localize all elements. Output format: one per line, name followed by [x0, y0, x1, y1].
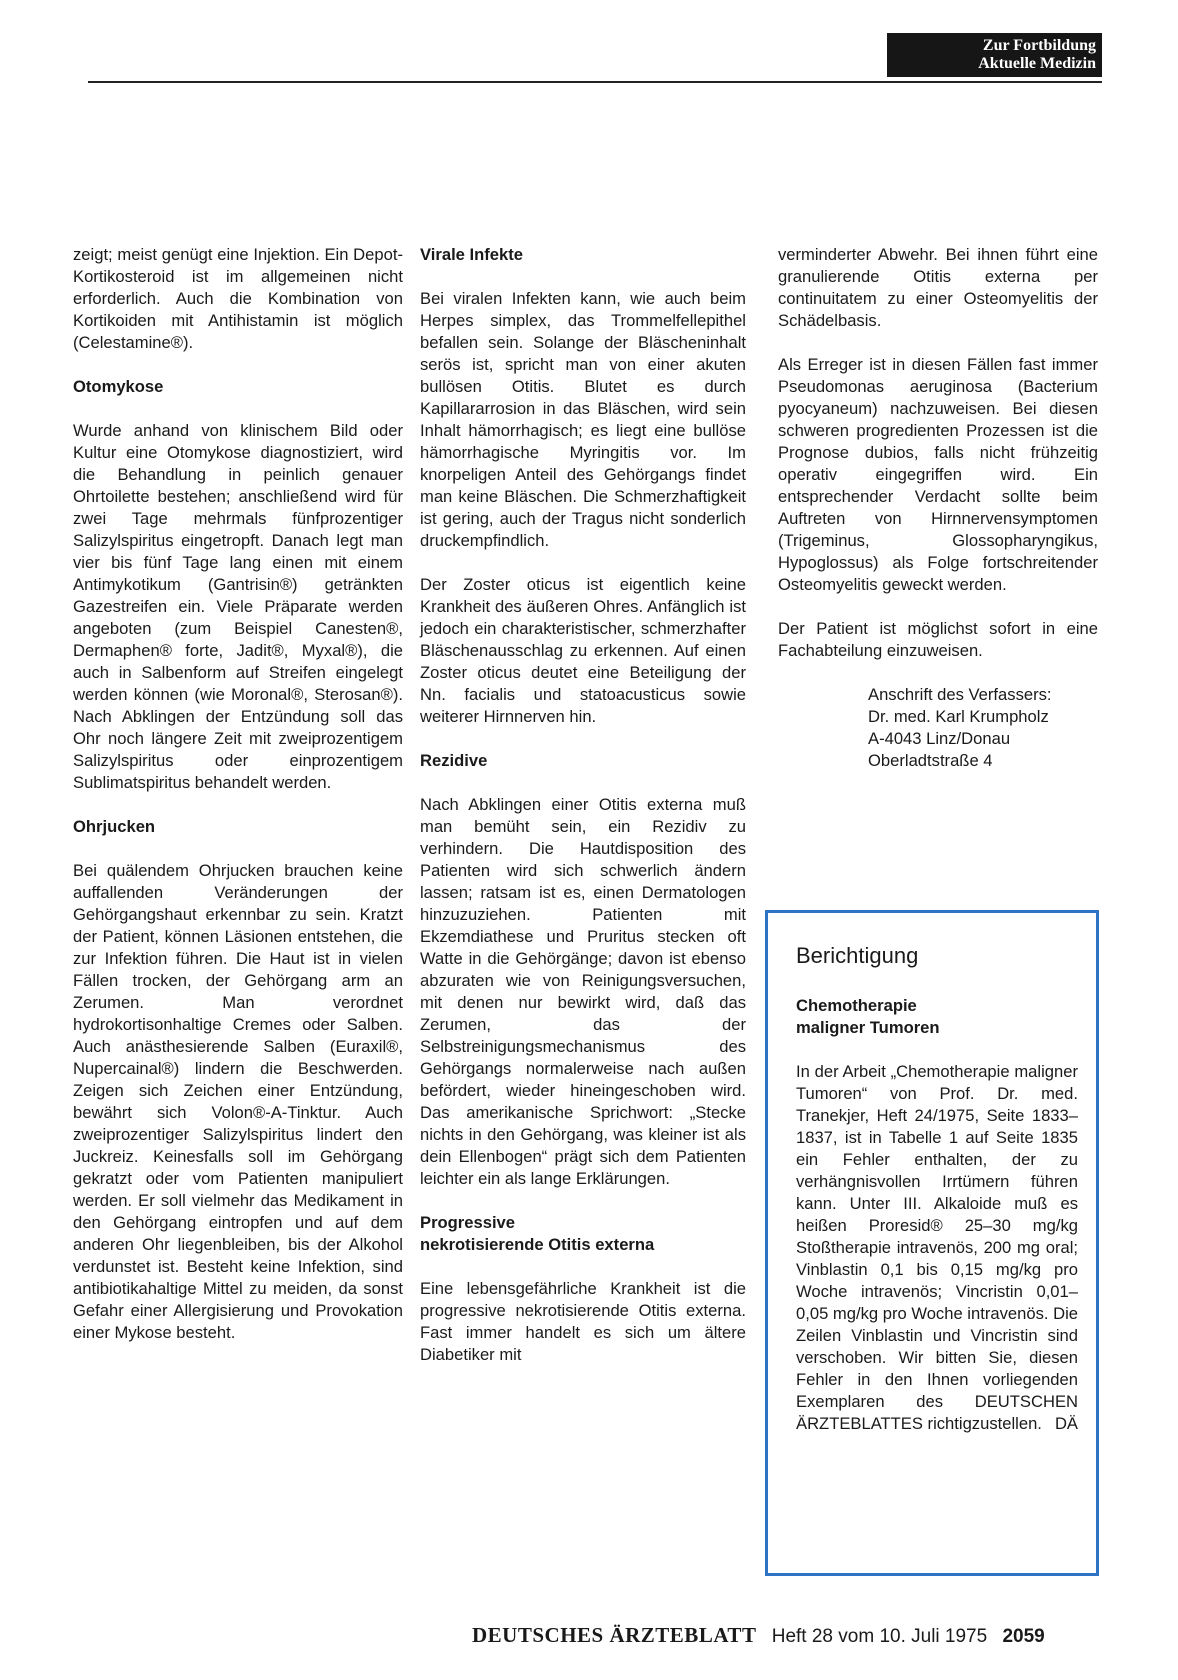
progressive-heading [420, 1212, 746, 1256]
abwehr-paragraph: verminderter Abwehr. Bei ihnen führt eine granulierende Otitis externa per continuitatem zu einer Osteomyelitis der Schädelbasis. [778, 245, 1098, 330]
ohrjucken-heading: Ohrjucken [73, 817, 156, 836]
berichtigung-text [796, 1061, 1078, 1435]
page-footer [472, 1620, 1102, 1650]
address-line-2: Dr. med. Karl Krumpholz [868, 707, 1049, 726]
section-badge [887, 33, 1102, 77]
otomykose-paragraph: Wurde anhand von klinischem Bild oder Kultur eine Otomykose diagnostiziert, wird die Behandlung in peinlich genauer Ohrtoilette bestehen; anschließend wird für zwei Tage mehrmals fünfprozentiger Salizylspiritus eingetropft. Danach legt man vier bis fünf Tage lang einen mit einem Antimykotikum (Gantrisin®) getränkten Gazestreifen ein. Viele Präparate werden angeboten (zum Beispiel Canesten®, Dermaphen® forte, Jadit®, Myxal®), die auch in Salbenform auf Streifen eingelegt werden können (wie Moronal®, Sterosan®). Nach Abklingen der Entzündung soll das Ohr noch längere Zeit mit zweiprozentigem Salizylspiritus oder einprozentigem Sublimatspiritus behandelt werden. [73, 421, 403, 792]
progressive-heading-line-2: nekrotisierende Otitis externa [420, 1235, 655, 1254]
column-3 [778, 244, 1098, 772]
otomykose-heading: Otomykose [73, 377, 164, 396]
berichtigung-title: Berichtigung [796, 943, 919, 968]
virale-paragraph: Bei viralen Infekten kann, wie auch beim Herpes simplex, das Trommelfellepithel befallen sein. Solange der Bläscheninhalt serös ist, spricht man von einer akuten bullösen Otitis. Blutet es durch Kapillararrosion in das Bläschen, wird sein Inhalt hämorrhagisch; es liegt eine bullöse hämorrhagische Myringitis vor. Im knorpeligen Anteil des Gehörgangs findet man keine Bläschen. Die Schmerzhaftigkeit ist gering, auch der Tragus nicht sonderlich druckempfindlich. [420, 289, 746, 550]
header-rule [88, 81, 1102, 83]
berichtigung-subtitle [796, 995, 1078, 1039]
page-number: 2059 [1002, 1626, 1045, 1647]
address-line-1: Anschrift des Verfassers: [868, 685, 1052, 704]
berichtigung-subtitle-line-1: Chemotherapie [796, 996, 917, 1015]
progressive-paragraph: Eine lebensgefährliche Krankheit ist die progressive nekrotisierende Otitis externa. Fast immer handelt es sich um ältere Diabetiker mit [420, 1279, 746, 1364]
berichtigung-box [765, 910, 1099, 1576]
virale-heading: Virale Infekte [420, 245, 523, 264]
berichtigung-signature: DÄ [1054, 1414, 1078, 1433]
erreger-paragraph: Als Erreger ist in diesen Fällen fast immer Pseudomonas aeruginosa (Bacterium pyocyaneum) nachzuweisen. Bei diesen schweren progredienten Prozessen ist die Prognose dubios, falls nicht frühzeitig operativ eingegriffen wird. Ein entsprechender Verdacht sollte beim Auftreten von Hirnnervensymptomen (Trigeminus, Glossopharyngikus, Hypoglossus) als Folge fortschreitender Osteomyelitis geweckt werden. [778, 355, 1098, 594]
intro-paragraph: zeigt; meist genügt eine Injektion. Ein Depot-Kortikosteroid ist im allgemeinen nicht erforderlich. Auch die Kombination von Kortikoiden mit Antihistamin ist möglich (Celestamine®). [73, 245, 403, 352]
column-1 [73, 244, 403, 1366]
fachabteilung-paragraph: Der Patient ist möglichst sofort in eine Fachabteilung einzuweisen. [778, 619, 1098, 660]
rezidive-heading: Rezidive [420, 751, 488, 770]
rezidive-paragraph: Nach Abklingen einer Otitis externa muß man bemüht sein, ein Rezidiv zu verhindern. Die Hautdisposition des Patienten wird sich schwerlich ändern lassen; ratsam ist es, einen Dermatologen hinzuzuziehen. Patienten mit Ekzemdiathese und Pruritus stecken oft Watte in die Gehörgänge; davon ist ebenso abzuraten wie von Reinigungsversuchen, mit denen nur bewirkt wird, daß das Zerumen, das der Selbstreinigungsmechanismus des Gehörgangs normalerweise nach außen befördert, wieder hineingeschoben wird. Das amerikanische Sprichwort: „Stecke nichts in den Gehörgang, was kleiner ist als dein Ellenbogen“ prägt sich dem Patienten leichter ein als lange Erklärungen. [420, 795, 746, 1188]
badge-line-1: Zur Fortbildung [982, 37, 1096, 54]
column-2 [420, 244, 746, 1388]
ohrjucken-paragraph: Bei quälendem Ohrjucken brauchen keine auffallenden Veränderungen der Gehörgangshaut erkennbar zu sein. Kratzt der Patient, können Läsionen entstehen, die zur Infektion führen. Die Haut ist in vielen Fällen trocken, der Gehörgang arm an Zerumen. Man verordnet hydrokortisonhaltige Cremes oder Salben. Auch anästhesierende Salben (Euraxil®, Nupercainal®) lindern die Beschwerden. Zeigen sich Zeichen einer Entzündung, bewährt sich Volon®-A-Tinktur. Auch zweiprozentiger Salizylspiritus lindert den Juckreiz. Keinesfalls soll im Gehörgang gekratzt oder vom Patienten manipuliert werden. Er soll vielmehr das Medikament in den Gehörgang eintropfen und auf dem anderen Ohr liegenbleiben, bis der Alkohol verdunstet ist. Besteht keine Infektion, sind antibiotikahaltige Mittel zu meiden, da sonst Gefahr einer Allergisierung und Provokation einer Mykose besteht. [73, 861, 403, 1342]
badge-line-2: Aktuelle Medizin [978, 55, 1096, 72]
berichtigung-body: In der Arbeit „Chemotherapie maligner Tumoren“ von Prof. Dr. med. Tranekjer, Heft 24/1975, Seite 1833–1837, ist in Tabelle 1 auf Seite 1835 ein Fehler enthalten, der zu verhängnisvollen Irrtümern führen kann. Unter III. Alkaloide muß es heißen Proresid® 25–30 mg/kg Stoßtherapie intravenös, 200 mg oral; Vinblastin 0,1 bis 0,15 mg/kg pro Woche intravenös; Vincristin 0,01–0,05 mg/kg pro Woche intravenös. Die Zeilen Vinblastin und Vincristin sind verschoben. Wir bitten Sie, diesen Fehler in den Ihnen vorliegenden Exemplaren des DEUTSCHEN ÄRZTEBLATTES richtigzustellen. [796, 1062, 1078, 1433]
issue-info: Heft 28 vom 10. Juli 1975 [771, 1626, 988, 1647]
author-address [868, 684, 1098, 772]
progressive-heading-line-1: Progressive [420, 1213, 516, 1232]
journal-name: DEUTSCHES ÄRZTEBLATT [472, 1623, 757, 1647]
address-line-3: A-4043 Linz/Donau [868, 729, 1011, 748]
zoster-paragraph: Der Zoster oticus ist eigentlich keine Krankheit des äußeren Ohres. Anfänglich ist jedoch ein charakteristischer, schmerzhafter Bläschenausschlag zu erkennen. Auf einen Zoster oticus deutet eine Beteiligung der Nn. facialis und statoacusticus sowie weiterer Hirnnerven hin. [420, 575, 746, 726]
berichtigung-subtitle-line-2: maligner Tumoren [796, 1018, 940, 1037]
address-line-4: Oberladtstraße 4 [868, 751, 993, 770]
